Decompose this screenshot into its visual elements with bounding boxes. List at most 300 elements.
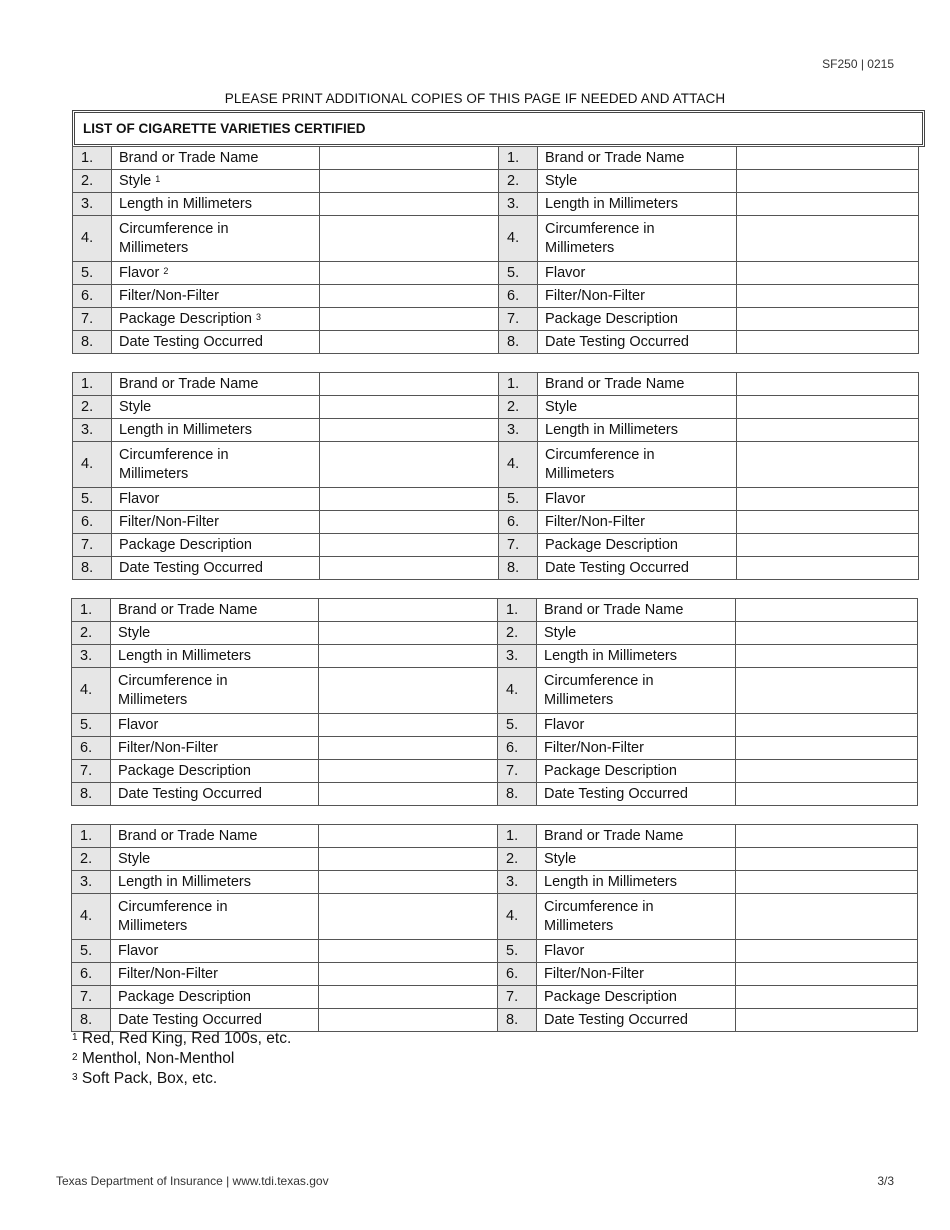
field-label-text: Date Testing Occurred bbox=[545, 333, 689, 350]
field-label bbox=[538, 511, 737, 534]
field-label-text: Date Testing Occurred bbox=[119, 333, 263, 350]
field-label-text: Length in Millimeters bbox=[545, 195, 678, 212]
field-number: 4. bbox=[73, 442, 112, 488]
field-value-input[interactable] bbox=[319, 963, 498, 986]
field-number: 7. bbox=[499, 308, 538, 331]
field-number: 6. bbox=[498, 737, 537, 760]
field-label bbox=[111, 760, 319, 783]
field-label-text: Length in Millimeters bbox=[545, 421, 678, 438]
field-value-input[interactable] bbox=[736, 760, 918, 783]
field-row bbox=[72, 668, 918, 714]
field-number: 4. bbox=[498, 668, 537, 714]
field-number: 3. bbox=[72, 871, 111, 894]
field-value-input[interactable] bbox=[319, 737, 498, 760]
field-label-text: Circumference in Millimeters bbox=[118, 672, 228, 708]
field-value-input[interactable] bbox=[320, 534, 499, 557]
field-label bbox=[537, 599, 736, 622]
field-label bbox=[111, 894, 319, 940]
field-number: 7. bbox=[498, 986, 537, 1009]
page-number: 3/3 bbox=[877, 1174, 894, 1188]
field-label bbox=[538, 193, 737, 216]
field-value-input[interactable] bbox=[737, 262, 919, 285]
footnote-text: Menthol, Non-Menthol bbox=[81, 1050, 235, 1067]
field-number: 7. bbox=[72, 760, 111, 783]
field-label bbox=[112, 308, 320, 331]
field-label-text: Package Description bbox=[545, 536, 678, 553]
field-label bbox=[112, 557, 320, 580]
field-label bbox=[112, 396, 320, 419]
field-value-input[interactable] bbox=[736, 871, 918, 894]
field-value-input[interactable] bbox=[320, 170, 499, 193]
field-row bbox=[72, 760, 918, 783]
field-label-text: Length in Millimeters bbox=[119, 421, 252, 438]
field-label bbox=[112, 511, 320, 534]
field-label bbox=[538, 396, 737, 419]
field-value-input[interactable] bbox=[320, 262, 499, 285]
field-label-text: Style bbox=[544, 850, 577, 867]
field-row bbox=[72, 622, 918, 645]
variety-block bbox=[72, 146, 919, 354]
field-label bbox=[538, 285, 737, 308]
field-value-input[interactable] bbox=[736, 783, 918, 806]
instruction-text: PLEASE PRINT ADDITIONAL COPIES OF THIS PAGE IF NEEDED AND ATTACH bbox=[224, 91, 726, 106]
field-label-text: Style bbox=[118, 624, 151, 641]
field-number: 6. bbox=[72, 737, 111, 760]
field-value-input[interactable] bbox=[737, 147, 919, 170]
field-number: 8. bbox=[498, 783, 537, 806]
field-label bbox=[112, 147, 320, 170]
field-label bbox=[111, 963, 319, 986]
field-row bbox=[73, 170, 919, 193]
field-value-input[interactable] bbox=[320, 193, 499, 216]
field-value-input[interactable] bbox=[737, 511, 919, 534]
field-number: 8. bbox=[73, 331, 112, 354]
field-value-input[interactable] bbox=[319, 894, 498, 940]
field-row bbox=[72, 963, 918, 986]
field-row bbox=[73, 331, 919, 354]
field-label-text: Filter/Non-Filter bbox=[118, 965, 218, 982]
footnotes bbox=[72, 1029, 291, 1089]
field-value-input[interactable] bbox=[319, 871, 498, 894]
field-value-input[interactable] bbox=[319, 1009, 498, 1032]
field-value-input[interactable] bbox=[320, 147, 499, 170]
field-value-input[interactable] bbox=[320, 308, 499, 331]
field-label-text: Date Testing Occurred bbox=[544, 1011, 688, 1028]
field-label bbox=[538, 488, 737, 511]
field-number: 1. bbox=[498, 599, 537, 622]
footnote bbox=[72, 1029, 291, 1049]
field-number: 8. bbox=[498, 1009, 537, 1032]
field-label bbox=[537, 645, 736, 668]
field-label bbox=[112, 331, 320, 354]
field-number: 3. bbox=[72, 645, 111, 668]
field-label-text: Filter/Non-Filter bbox=[119, 513, 219, 530]
field-label bbox=[112, 216, 320, 262]
field-label bbox=[111, 737, 319, 760]
field-label bbox=[112, 488, 320, 511]
field-label bbox=[537, 940, 736, 963]
field-label bbox=[537, 1009, 736, 1032]
field-label bbox=[112, 193, 320, 216]
field-label-text: Length in Millimeters bbox=[544, 873, 677, 890]
field-label bbox=[112, 262, 320, 285]
field-number: 3. bbox=[499, 419, 538, 442]
field-number: 2. bbox=[73, 396, 112, 419]
field-label bbox=[111, 622, 319, 645]
field-label-text: Brand or Trade Name bbox=[119, 375, 259, 392]
field-number: 5. bbox=[72, 714, 111, 737]
field-label-text: Style bbox=[544, 624, 577, 641]
field-number: 8. bbox=[73, 557, 112, 580]
field-label-text: Circumference in Millimeters bbox=[119, 446, 229, 482]
footnote bbox=[72, 1049, 291, 1069]
field-label bbox=[112, 170, 320, 193]
field-label-text: Package Description bbox=[545, 310, 678, 327]
field-row bbox=[73, 147, 919, 170]
field-value-input[interactable] bbox=[320, 488, 499, 511]
field-number: 3. bbox=[499, 193, 538, 216]
field-value-input[interactable] bbox=[320, 419, 499, 442]
field-label-text: Length in Millimeters bbox=[118, 647, 251, 664]
field-label-text: Package Description bbox=[119, 536, 252, 553]
field-row bbox=[73, 557, 919, 580]
field-value-input[interactable] bbox=[737, 170, 919, 193]
field-label-text: Length in Millimeters bbox=[118, 873, 251, 890]
field-value-input[interactable] bbox=[319, 714, 498, 737]
field-number: 4. bbox=[498, 894, 537, 940]
field-label-text: Length in Millimeters bbox=[544, 647, 677, 664]
field-number: 4. bbox=[499, 442, 538, 488]
field-label bbox=[538, 557, 737, 580]
field-number: 6. bbox=[72, 963, 111, 986]
field-value-input[interactable] bbox=[737, 396, 919, 419]
field-value-input[interactable] bbox=[737, 442, 919, 488]
field-row bbox=[73, 216, 919, 262]
field-label bbox=[111, 871, 319, 894]
field-label bbox=[537, 963, 736, 986]
field-row bbox=[73, 262, 919, 285]
field-number: 5. bbox=[499, 262, 538, 285]
field-label bbox=[111, 668, 319, 714]
field-label bbox=[111, 599, 319, 622]
field-number: 7. bbox=[73, 534, 112, 557]
field-label bbox=[112, 285, 320, 308]
field-label-text: Circumference in Millimeters bbox=[118, 898, 228, 934]
field-number: 1. bbox=[72, 599, 111, 622]
field-label-text: Style bbox=[545, 398, 578, 415]
field-value-input[interactable] bbox=[320, 557, 499, 580]
field-value-input[interactable] bbox=[736, 848, 918, 871]
field-value-input[interactable] bbox=[736, 645, 918, 668]
field-label-text: Flavor bbox=[118, 942, 159, 959]
field-number: 3. bbox=[73, 193, 112, 216]
field-label bbox=[537, 760, 736, 783]
field-value-input[interactable] bbox=[737, 534, 919, 557]
field-value-input[interactable] bbox=[319, 668, 498, 714]
field-label-text: Style bbox=[119, 172, 152, 189]
field-label-text: Filter/Non-Filter bbox=[544, 965, 644, 982]
field-value-input[interactable] bbox=[736, 737, 918, 760]
field-number: 4. bbox=[72, 894, 111, 940]
field-number: 1. bbox=[73, 147, 112, 170]
footnote-text: Red, Red King, Red 100s, etc. bbox=[81, 1030, 292, 1047]
field-value-input[interactable] bbox=[737, 331, 919, 354]
field-label bbox=[538, 170, 737, 193]
field-label bbox=[537, 622, 736, 645]
field-value-input[interactable] bbox=[736, 825, 918, 848]
field-label bbox=[538, 331, 737, 354]
field-value-input[interactable] bbox=[737, 488, 919, 511]
field-value-input[interactable] bbox=[319, 986, 498, 1009]
footnote bbox=[72, 1069, 291, 1089]
field-row bbox=[72, 871, 918, 894]
field-number: 8. bbox=[499, 557, 538, 580]
field-number: 1. bbox=[498, 825, 537, 848]
footnote-mark: 2 bbox=[72, 1052, 78, 1063]
field-label bbox=[111, 940, 319, 963]
field-label-text: Date Testing Occurred bbox=[545, 559, 689, 576]
field-label-text: Flavor bbox=[545, 264, 586, 281]
field-label-text: Date Testing Occurred bbox=[118, 1011, 262, 1028]
field-number: 1. bbox=[499, 373, 538, 396]
field-label bbox=[112, 442, 320, 488]
field-number: 2. bbox=[498, 848, 537, 871]
footnote-ref: 3 bbox=[256, 311, 262, 322]
field-row bbox=[73, 308, 919, 331]
field-label-text: Brand or Trade Name bbox=[545, 375, 685, 392]
footnote-mark: 3 bbox=[72, 1072, 78, 1083]
field-value-input[interactable] bbox=[319, 940, 498, 963]
field-value-input[interactable] bbox=[319, 760, 498, 783]
field-label bbox=[111, 825, 319, 848]
field-label-text: Flavor bbox=[544, 942, 585, 959]
field-value-input[interactable] bbox=[320, 331, 499, 354]
field-label bbox=[538, 147, 737, 170]
field-number: 8. bbox=[72, 1009, 111, 1032]
field-row bbox=[73, 193, 919, 216]
field-label-text: Package Description bbox=[119, 310, 252, 327]
field-number: 2. bbox=[499, 170, 538, 193]
field-number: 3. bbox=[73, 419, 112, 442]
field-label-text: Date Testing Occurred bbox=[119, 559, 263, 576]
field-number: 8. bbox=[72, 783, 111, 806]
field-number: 2. bbox=[72, 848, 111, 871]
field-number: 6. bbox=[499, 285, 538, 308]
field-value-input[interactable] bbox=[736, 940, 918, 963]
field-label bbox=[538, 216, 737, 262]
field-row bbox=[73, 373, 919, 396]
field-row bbox=[72, 645, 918, 668]
field-row bbox=[72, 848, 918, 871]
field-label-text: Circumference in Millimeters bbox=[544, 672, 654, 708]
field-label bbox=[112, 534, 320, 557]
field-row bbox=[73, 285, 919, 308]
field-number: 7. bbox=[73, 308, 112, 331]
field-number: 5. bbox=[72, 940, 111, 963]
field-value-input[interactable] bbox=[736, 714, 918, 737]
field-value-input[interactable] bbox=[736, 599, 918, 622]
field-label bbox=[537, 783, 736, 806]
field-value-input[interactable] bbox=[736, 894, 918, 940]
field-label-text: Brand or Trade Name bbox=[544, 601, 684, 618]
field-label bbox=[111, 848, 319, 871]
field-label bbox=[538, 442, 737, 488]
field-value-input[interactable] bbox=[736, 963, 918, 986]
field-label-text: Length in Millimeters bbox=[119, 195, 252, 212]
field-label bbox=[538, 534, 737, 557]
field-label-text: Circumference in Millimeters bbox=[544, 898, 654, 934]
field-row bbox=[73, 511, 919, 534]
field-number: 2. bbox=[72, 622, 111, 645]
field-value-input[interactable] bbox=[736, 622, 918, 645]
field-number: 2. bbox=[498, 622, 537, 645]
field-number: 4. bbox=[72, 668, 111, 714]
variety-block bbox=[71, 824, 918, 1032]
footer-agency: Texas Department of Insurance | www.tdi.texas.gov bbox=[56, 1174, 329, 1188]
field-label-text: Flavor bbox=[119, 264, 160, 281]
field-value-input[interactable] bbox=[320, 373, 499, 396]
field-value-input[interactable] bbox=[319, 848, 498, 871]
form-code: SF250 | 0215 bbox=[822, 57, 894, 71]
variety-block bbox=[72, 372, 919, 580]
field-number: 2. bbox=[73, 170, 112, 193]
field-row bbox=[73, 396, 919, 419]
field-label-text: Package Description bbox=[544, 762, 677, 779]
field-row bbox=[72, 894, 918, 940]
field-value-input[interactable] bbox=[736, 986, 918, 1009]
field-label-text: Date Testing Occurred bbox=[118, 785, 262, 802]
field-label-text: Flavor bbox=[544, 716, 585, 733]
field-label-text: Flavor bbox=[545, 490, 586, 507]
footnote-mark: 1 bbox=[72, 1032, 78, 1043]
field-label bbox=[537, 737, 736, 760]
field-label-text: Style bbox=[545, 172, 578, 189]
footnote-text: Soft Pack, Box, etc. bbox=[81, 1070, 218, 1087]
field-number: 5. bbox=[73, 262, 112, 285]
field-label bbox=[537, 714, 736, 737]
field-value-input[interactable] bbox=[736, 1009, 918, 1032]
field-value-input[interactable] bbox=[737, 308, 919, 331]
field-number: 7. bbox=[498, 760, 537, 783]
variety-block bbox=[71, 598, 918, 806]
field-number: 7. bbox=[499, 534, 538, 557]
field-row bbox=[72, 737, 918, 760]
field-number: 5. bbox=[498, 940, 537, 963]
field-label-text: Flavor bbox=[119, 490, 160, 507]
field-label-text: Style bbox=[119, 398, 152, 415]
field-label-text: Style bbox=[118, 850, 151, 867]
field-label bbox=[112, 419, 320, 442]
field-label-text: Circumference in Millimeters bbox=[545, 220, 655, 256]
field-label-text: Circumference in Millimeters bbox=[545, 446, 655, 482]
field-number: 6. bbox=[499, 511, 538, 534]
field-number: 4. bbox=[73, 216, 112, 262]
field-label-text: Brand or Trade Name bbox=[119, 149, 259, 166]
field-label-text: Filter/Non-Filter bbox=[118, 739, 218, 756]
field-label-text: Date Testing Occurred bbox=[544, 785, 688, 802]
field-number: 1. bbox=[499, 147, 538, 170]
field-label-text: Package Description bbox=[118, 762, 251, 779]
field-number: 3. bbox=[498, 645, 537, 668]
field-value-input[interactable] bbox=[320, 285, 499, 308]
field-label bbox=[111, 645, 319, 668]
field-value-input[interactable] bbox=[320, 442, 499, 488]
field-number: 8. bbox=[499, 331, 538, 354]
field-label-text: Filter/Non-Filter bbox=[545, 513, 645, 530]
field-label bbox=[537, 825, 736, 848]
field-label bbox=[111, 986, 319, 1009]
field-number: 1. bbox=[73, 373, 112, 396]
field-label bbox=[537, 871, 736, 894]
field-value-input[interactable] bbox=[737, 216, 919, 262]
field-label bbox=[538, 308, 737, 331]
field-value-input[interactable] bbox=[737, 285, 919, 308]
field-number: 6. bbox=[498, 963, 537, 986]
field-value-input[interactable] bbox=[320, 511, 499, 534]
field-row bbox=[72, 940, 918, 963]
field-label-text: Flavor bbox=[118, 716, 159, 733]
field-label bbox=[537, 848, 736, 871]
field-number: 5. bbox=[73, 488, 112, 511]
field-value-input[interactable] bbox=[737, 373, 919, 396]
field-number: 5. bbox=[498, 714, 537, 737]
field-number: 7. bbox=[72, 986, 111, 1009]
field-label bbox=[537, 668, 736, 714]
field-row bbox=[72, 714, 918, 737]
section-title: LIST OF CIGARETTE VARIETIES CERTIFIED bbox=[72, 110, 925, 147]
field-row bbox=[72, 986, 918, 1009]
field-row bbox=[72, 825, 918, 848]
footnote-ref: 1 bbox=[155, 173, 161, 184]
field-number: 6. bbox=[73, 285, 112, 308]
field-row bbox=[73, 488, 919, 511]
field-value-input[interactable] bbox=[319, 645, 498, 668]
field-row bbox=[73, 534, 919, 557]
field-label bbox=[112, 373, 320, 396]
field-label bbox=[538, 419, 737, 442]
field-label-text: Brand or Trade Name bbox=[545, 149, 685, 166]
field-value-input[interactable] bbox=[320, 396, 499, 419]
field-label-text: Filter/Non-Filter bbox=[545, 287, 645, 304]
field-label-text: Brand or Trade Name bbox=[118, 601, 258, 618]
field-value-input[interactable] bbox=[737, 419, 919, 442]
field-number: 1. bbox=[72, 825, 111, 848]
footnote-ref: 2 bbox=[163, 265, 169, 276]
field-value-input[interactable] bbox=[737, 557, 919, 580]
field-label-text: Circumference in Millimeters bbox=[119, 220, 229, 256]
field-number: 5. bbox=[499, 488, 538, 511]
field-value-input[interactable] bbox=[737, 193, 919, 216]
field-number: 4. bbox=[499, 216, 538, 262]
field-row bbox=[73, 419, 919, 442]
field-label bbox=[111, 783, 319, 806]
field-row bbox=[72, 599, 918, 622]
field-number: 6. bbox=[73, 511, 112, 534]
field-row bbox=[73, 442, 919, 488]
field-label bbox=[111, 714, 319, 737]
field-value-input[interactable] bbox=[319, 622, 498, 645]
field-value-input[interactable] bbox=[319, 783, 498, 806]
field-label-text: Brand or Trade Name bbox=[544, 827, 684, 844]
field-value-input[interactable] bbox=[320, 216, 499, 262]
field-value-input[interactable] bbox=[319, 825, 498, 848]
field-value-input[interactable] bbox=[319, 599, 498, 622]
field-label-text: Package Description bbox=[118, 988, 251, 1005]
field-value-input[interactable] bbox=[736, 668, 918, 714]
field-label bbox=[537, 894, 736, 940]
field-label bbox=[537, 986, 736, 1009]
field-label bbox=[538, 262, 737, 285]
